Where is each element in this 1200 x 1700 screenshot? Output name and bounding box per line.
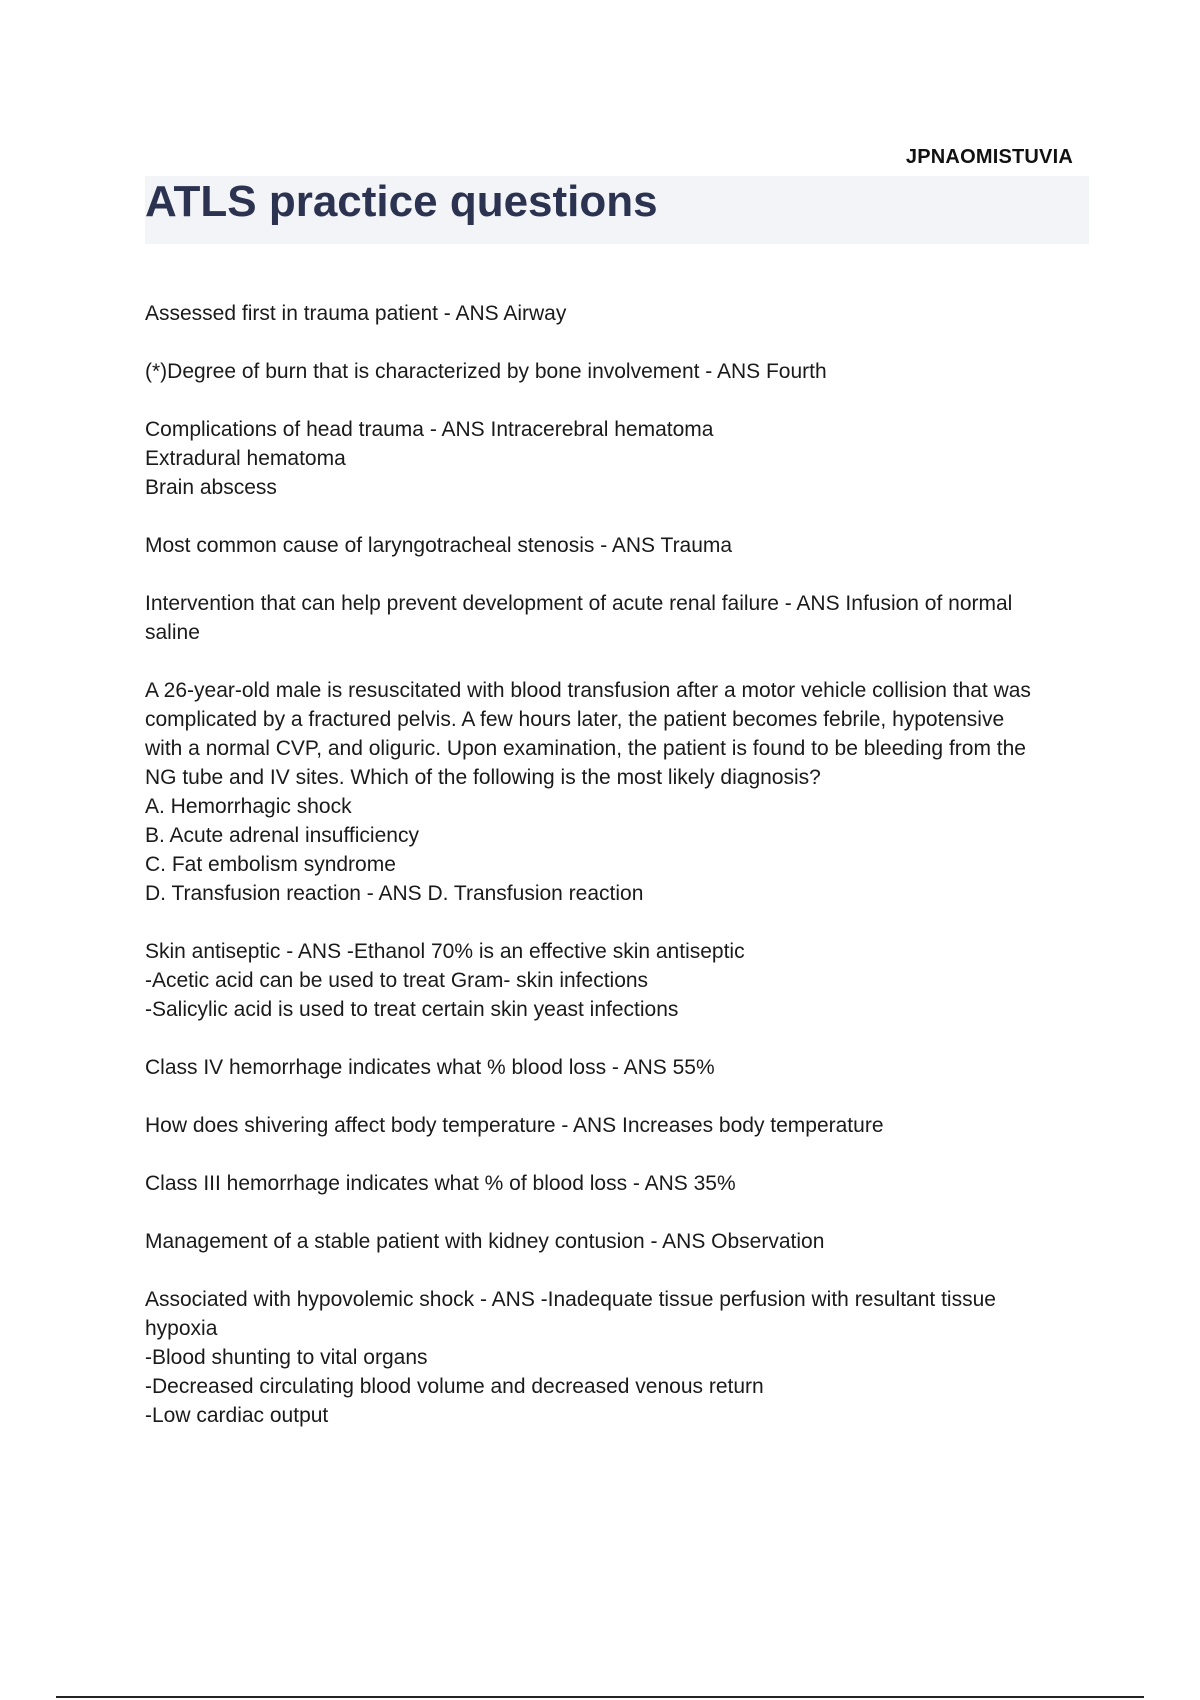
qa-line: -Salicylic acid is used to treat certain skin yeast infections bbox=[145, 998, 679, 1021]
qa-line: hypoxia bbox=[145, 1317, 218, 1340]
qa-entry bbox=[145, 357, 1090, 386]
qa-line: Intervention that can help prevent development of acute renal failure - ANS Infusion of normal bbox=[145, 592, 1013, 615]
qa-entry bbox=[145, 676, 1090, 908]
qa-line: Extradural hematoma bbox=[145, 447, 346, 470]
qa-line: Class IV hemorrhage indicates what % blood loss - ANS 55% bbox=[145, 1056, 715, 1079]
page-title: ATLS practice questions bbox=[145, 177, 658, 226]
qa-line: Assessed first in trauma patient - ANS Airway bbox=[145, 302, 567, 325]
qa-line: Management of a stable patient with kidney contusion - ANS Observation bbox=[145, 1230, 825, 1253]
qa-line: -Decreased circulating blood volume and decreased venous return bbox=[145, 1375, 764, 1398]
qa-line: Skin antiseptic - ANS -Ethanol 70% is an effective skin antiseptic bbox=[145, 940, 745, 963]
qa-line: -Low cardiac output bbox=[145, 1404, 329, 1427]
qa-line: Most common cause of laryngotracheal stenosis - ANS Trauma bbox=[145, 534, 733, 557]
qa-line: Associated with hypovolemic shock - ANS -Inadequate tissue perfusion with resultant tissue bbox=[145, 1288, 996, 1311]
qa-line: NG tube and IV sites. Which of the following is the most likely diagnosis? bbox=[145, 766, 821, 789]
qa-entry bbox=[145, 1111, 1090, 1140]
author-name: JPNAOMISTUVIA bbox=[905, 146, 1073, 168]
qa-entry bbox=[145, 531, 1090, 560]
qa-line: complicated by a fractured pelvis. A few hours later, the patient becomes febrile, hypotensive bbox=[145, 708, 1005, 731]
qa-entry bbox=[145, 299, 1090, 328]
qa-line: -Acetic acid can be used to treat Gram- skin infections bbox=[145, 969, 649, 992]
qa-entry bbox=[145, 415, 1090, 502]
footer-divider bbox=[56, 1696, 1144, 1698]
qa-line: -Blood shunting to vital organs bbox=[145, 1346, 428, 1369]
qa-line: D. Transfusion reaction - ANS D. Transfusion reaction bbox=[145, 882, 644, 905]
qa-line: C. Fat embolism syndrome bbox=[145, 853, 396, 876]
qa-entry bbox=[145, 1169, 1090, 1198]
qa-line: B. Acute adrenal insufficiency bbox=[145, 824, 419, 847]
qa-entry bbox=[145, 1053, 1090, 1082]
qa-line: A 26-year-old male is resuscitated with blood transfusion after a motor vehicle collision that was bbox=[145, 679, 1031, 702]
qa-line: Brain abscess bbox=[145, 476, 277, 499]
qa-line: (*)Degree of burn that is characterized by bone involvement - ANS Fourth bbox=[145, 360, 827, 383]
qa-line: A. Hemorrhagic shock bbox=[145, 795, 352, 818]
qa-entry bbox=[145, 1285, 1090, 1430]
qa-entry bbox=[145, 937, 1090, 1024]
qa-line: How does shivering affect body temperature - ANS Increases body temperature bbox=[145, 1114, 884, 1137]
qa-line: saline bbox=[145, 621, 200, 644]
qa-entry bbox=[145, 589, 1090, 647]
qa-list bbox=[145, 299, 1090, 1459]
qa-entry bbox=[145, 1227, 1090, 1256]
qa-line: with a normal CVP, and oliguric. Upon examination, the patient is found to be bleeding from the bbox=[145, 737, 1026, 760]
qa-line: Complications of head trauma - ANS Intracerebral hematoma bbox=[145, 418, 714, 441]
qa-line: Class III hemorrhage indicates what % of blood loss - ANS 35% bbox=[145, 1172, 736, 1195]
